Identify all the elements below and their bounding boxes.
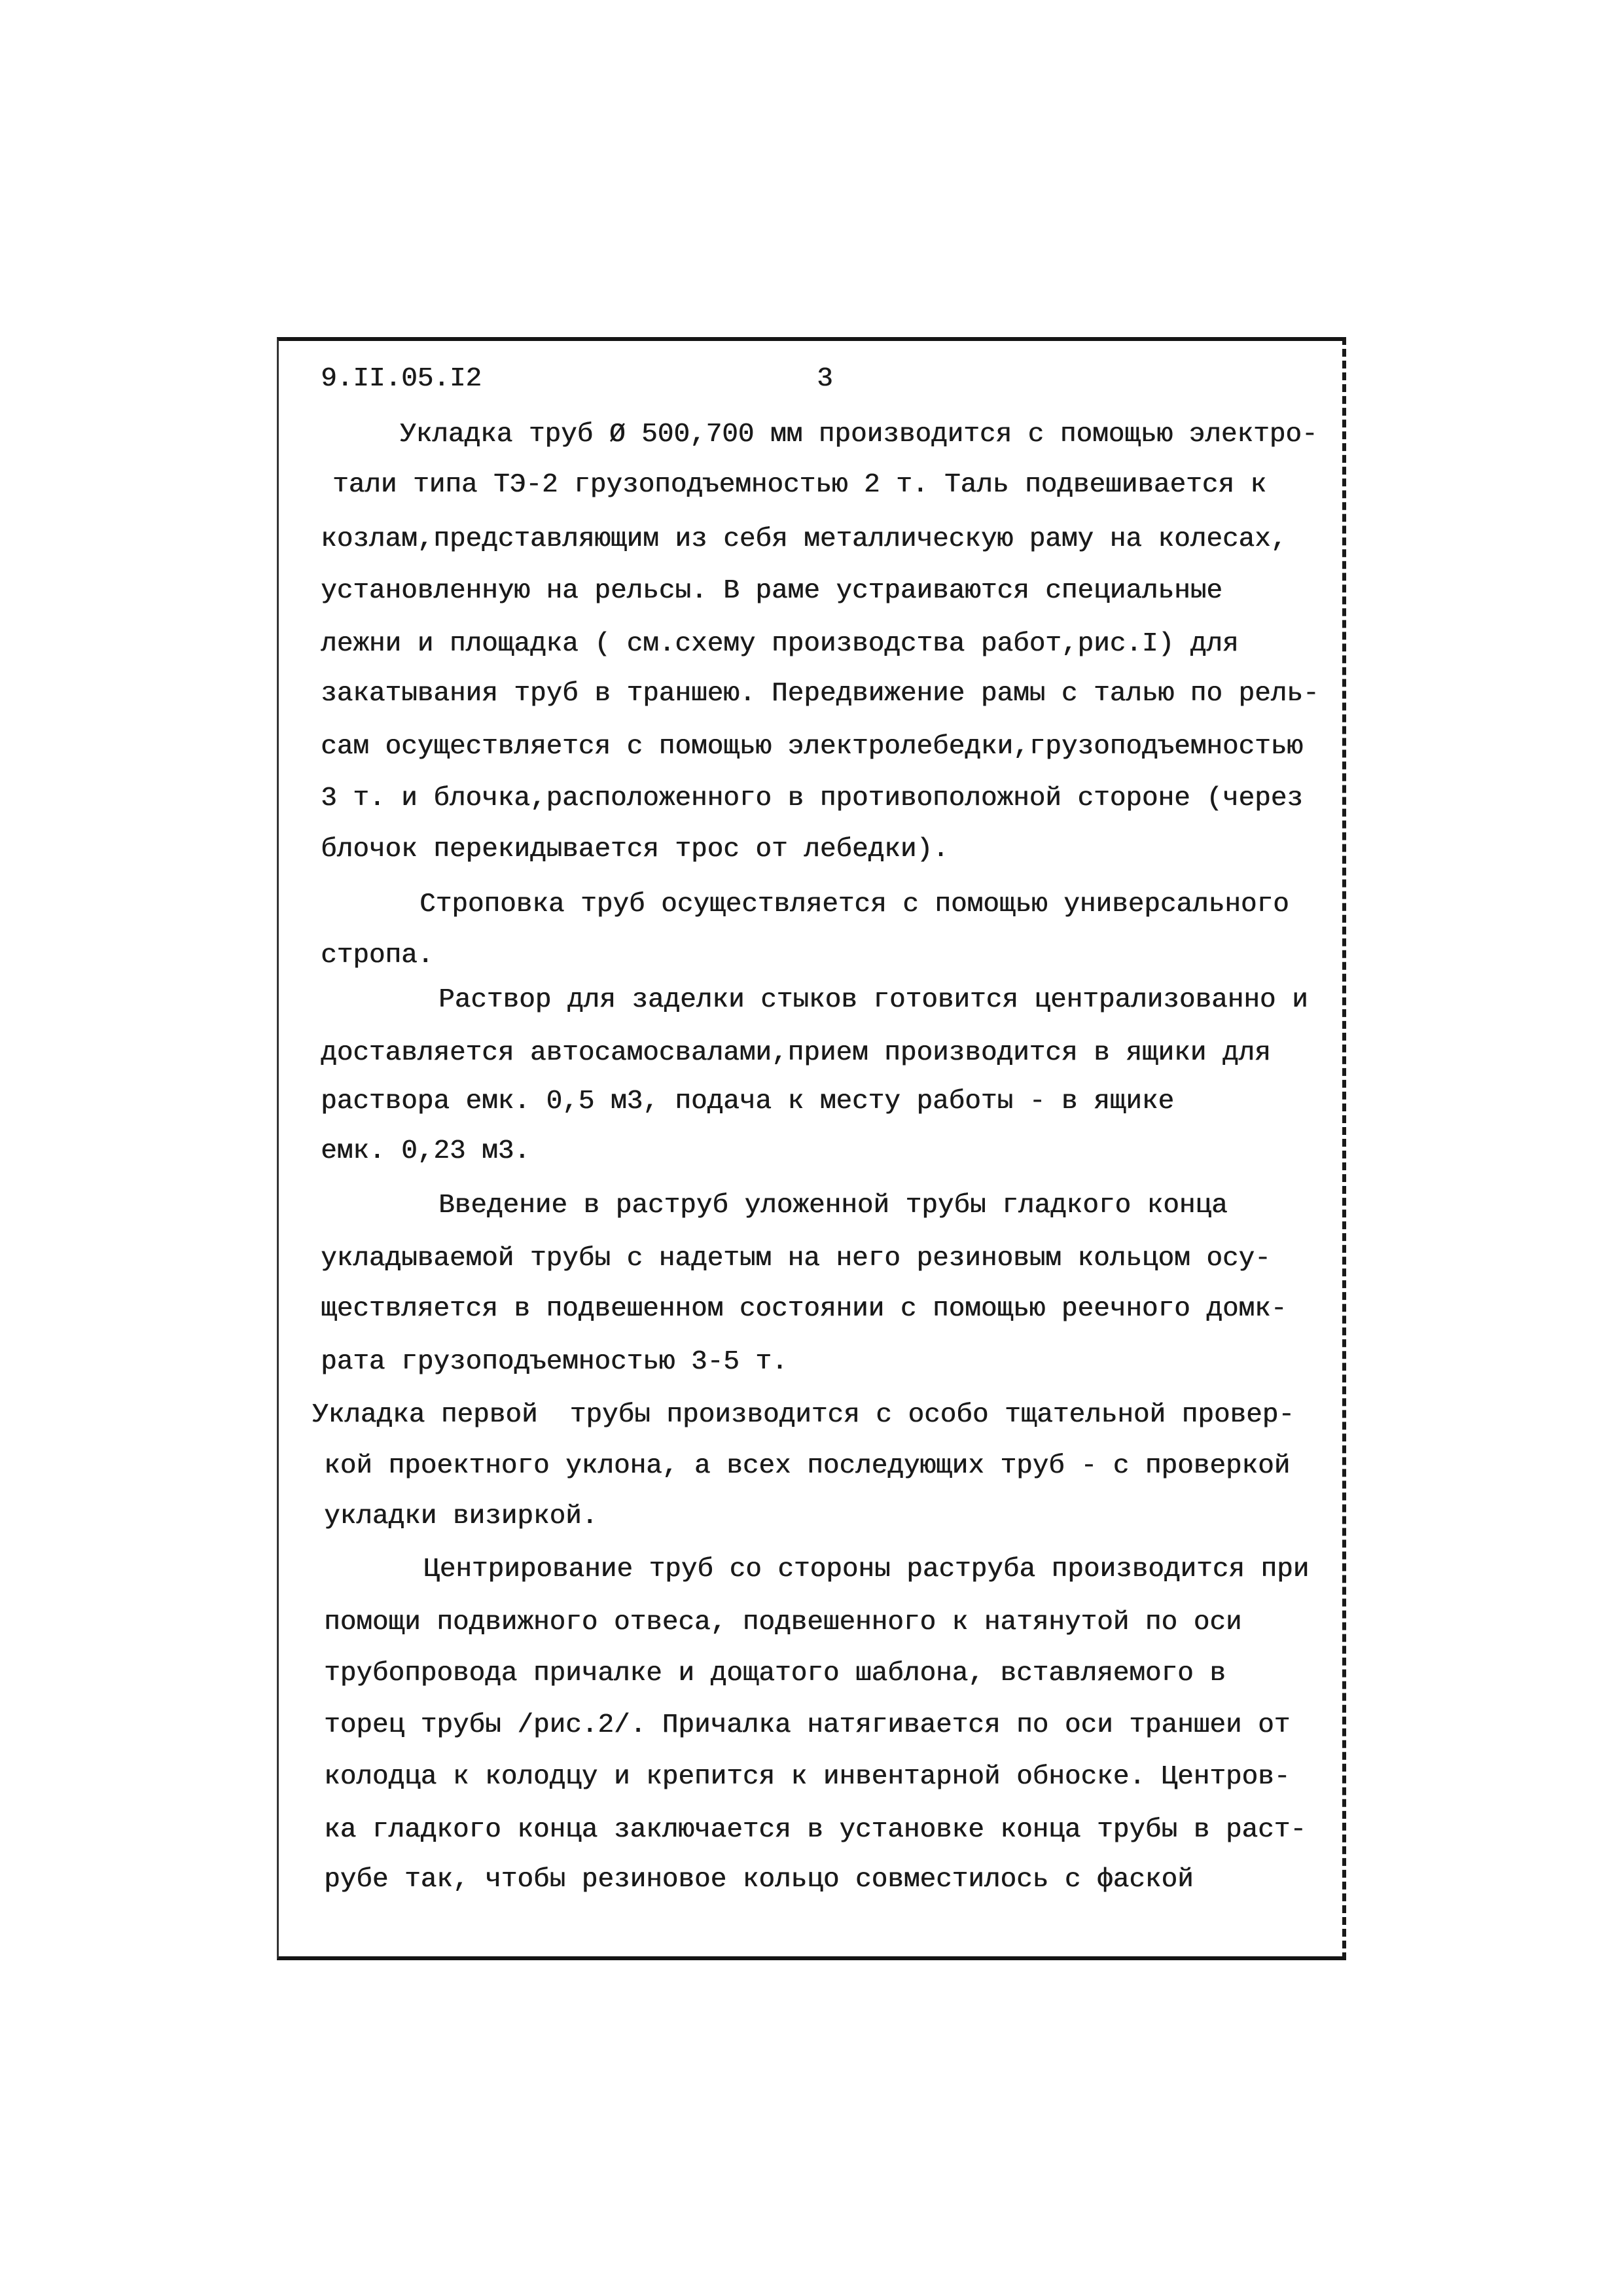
text-line: ществляется в подвешенном состоянии с помощью реечного домк-: [321, 1294, 1287, 1324]
text-line: 3 т. и блочка,расположенного в противоположной стороне (через: [321, 783, 1303, 814]
text-line: укладки визиркой.: [324, 1501, 598, 1532]
text-line: раствора емк. 0,5 м3, подача к месту работы - в ящике: [321, 1086, 1175, 1117]
text-line: Укладка первой трубы производится с особо тщательной провер-: [312, 1400, 1294, 1430]
text-line: Укладка труб Ø 500,700 мм производится с помощью электро-: [400, 420, 1318, 450]
text-line: Строповка труб осуществляется с помощью универсального: [419, 889, 1289, 920]
text-line: тали типа ТЭ-2 грузоподъемностью 2 т. Таль подвешивается к: [332, 470, 1267, 500]
page-number: 3: [817, 364, 833, 394]
text-line: козлам,представляющим из себя металлическую раму на колесах,: [321, 524, 1287, 554]
text-line: ка гладкого конца заключается в установке конца трубы в раст-: [324, 1815, 1306, 1845]
text-line: трубопровода причалке и дощатого шаблона, вставляемого в: [324, 1659, 1226, 1689]
text-line: установленную на рельсы. В раме устраиваются специальные: [321, 576, 1222, 606]
text-line: емк. 0,23 м3.: [321, 1136, 530, 1166]
text-line: торец трубы /рис.2/. Причалка натягивается по оси траншеи от: [324, 1710, 1291, 1740]
text-line: стропа.: [321, 941, 434, 971]
text-line: колодца к колодцу и крепится к инвентарной обноске. Центров-: [324, 1762, 1291, 1792]
text-line: рата грузоподъемностью 3-5 т.: [321, 1347, 788, 1377]
text-line: доставляется автосамосвалами,прием производится в ящики для: [321, 1038, 1271, 1068]
text-line: Центрирование труб со стороны раструба производится при: [423, 1554, 1310, 1585]
text-line: рубе так, чтобы резиновое кольцо совместилось с фаской: [324, 1865, 1194, 1895]
text-line: помощи подвижного отвеса, подвешенного к натянутой по оси: [324, 1607, 1242, 1638]
document-code: 9.II.05.I2: [321, 364, 482, 394]
text-line: сам осуществляется с помощью электролебедки,грузоподъемностью: [321, 732, 1303, 762]
text-line: блочок перекидывается трос от лебедки).: [321, 834, 949, 865]
text-line: Раствор для заделки стыков готовится централизованно и: [438, 985, 1308, 1015]
text-line: кой проектного уклона, а всех последующих труб - с проверкой: [324, 1451, 1291, 1481]
text-line: лежни и площадка ( см.схему производства работ,рис.I) для: [321, 629, 1239, 659]
text-line: укладываемой трубы с надетым на него резиновым кольцом осу-: [321, 1244, 1271, 1274]
text-line: Введение в раструб уложенной трубы гладкого конца: [438, 1191, 1228, 1221]
text-line: закатывания труб в траншею. Передвижение рамы с талью по рель-: [321, 679, 1319, 709]
